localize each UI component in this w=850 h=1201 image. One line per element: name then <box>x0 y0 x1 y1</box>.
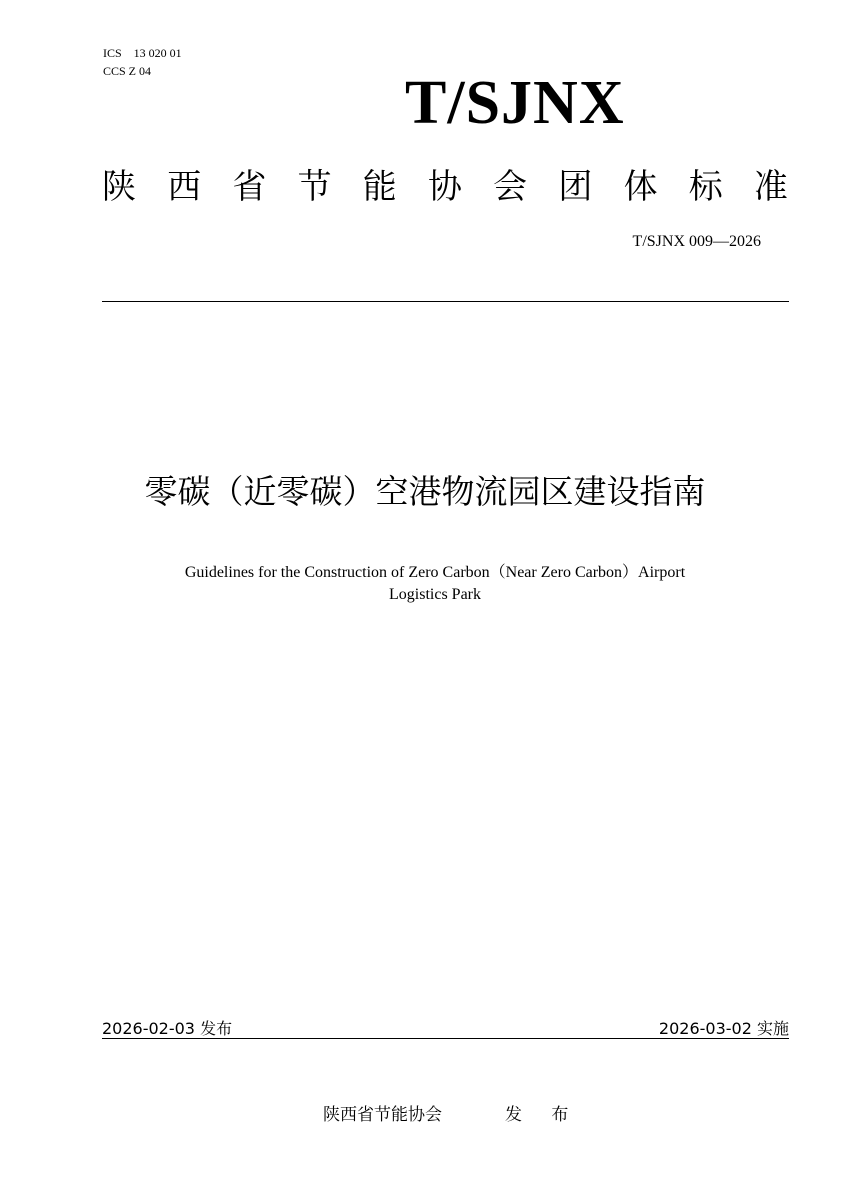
issue-date: 2026-02-03 发布 <box>102 1019 233 1038</box>
org-title-char: 协 <box>427 167 462 207</box>
org-title-char: 陕 <box>102 167 136 207</box>
document-title-chinese: 零碳（近零碳）空港物流园区建设指南 <box>144 472 706 511</box>
header-divider <box>102 301 789 302</box>
document-title-english <box>110 562 760 606</box>
org-title-char: 西 <box>167 167 202 207</box>
ics-code: ICS 13 020 01 <box>103 46 182 60</box>
standard-number: T/SJNX 009—2026 <box>632 233 761 250</box>
ccs-code: CCS Z 04 <box>103 64 152 78</box>
org-title-char: 省 <box>232 167 267 207</box>
org-title-char: 团 <box>558 167 593 207</box>
publisher-name: 陕西省节能协会 <box>323 1105 442 1125</box>
footer-divider <box>102 1038 789 1039</box>
org-title-char: 会 <box>493 167 528 207</box>
english-title-line-1: Guidelines for the Construction of Zero Carbon（Near Zero Carbon）Airport <box>184 564 686 581</box>
org-title-char: 能 <box>362 167 397 207</box>
english-title-line-2: Logistics Park <box>389 586 481 603</box>
implementation-date: 2026-03-02 实施 <box>658 1019 789 1038</box>
org-title-char: 准 <box>753 167 788 207</box>
org-title-char: 标 <box>688 167 723 207</box>
standard-code-logo: T/SJNX <box>405 69 625 137</box>
classification-codes <box>103 44 182 80</box>
publish-label: 发 布 <box>505 1105 581 1125</box>
org-title-char: 节 <box>297 167 332 207</box>
organization-standard-title <box>102 162 788 212</box>
org-title-char: 体 <box>623 167 658 207</box>
